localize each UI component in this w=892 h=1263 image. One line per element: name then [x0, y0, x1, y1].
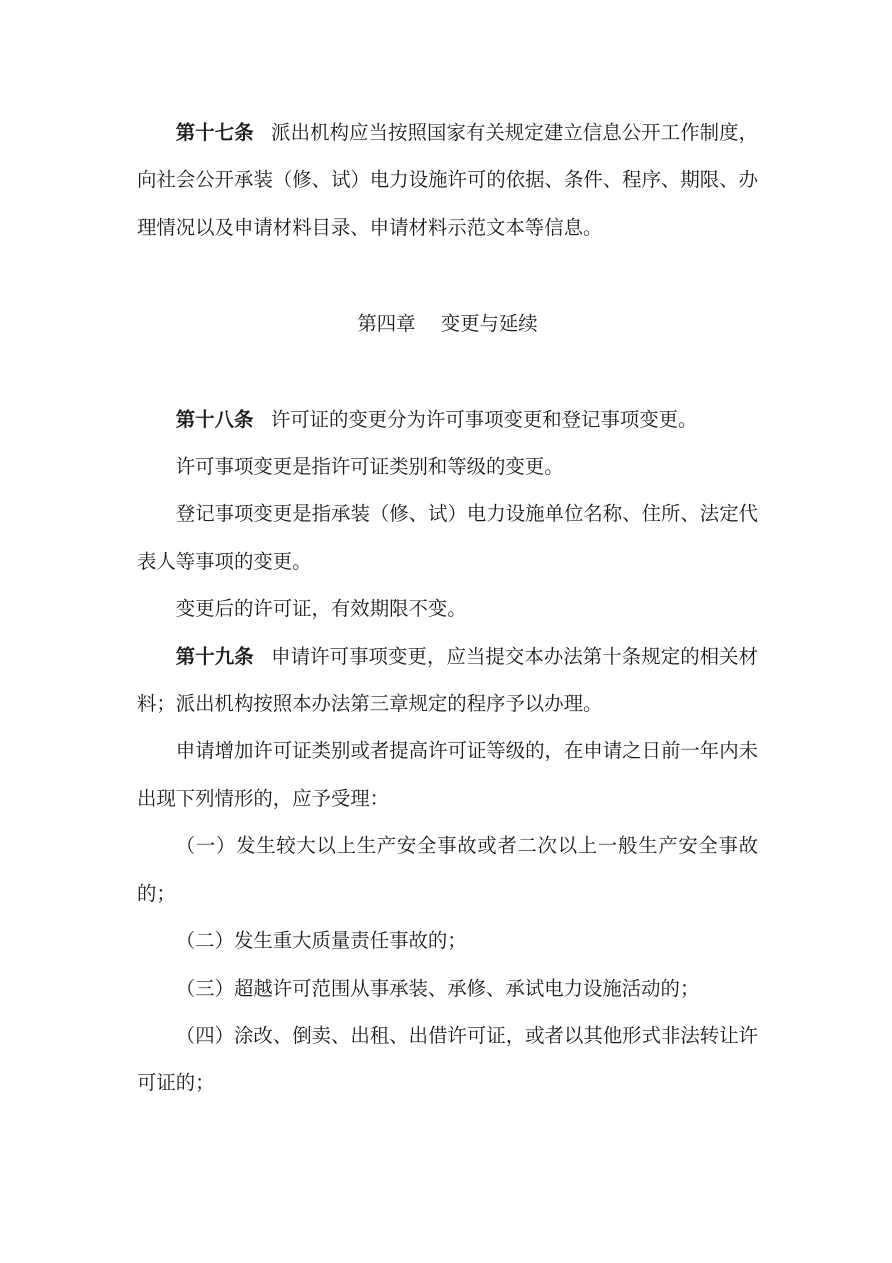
article-17: [137, 109, 758, 251]
chapter-title: 变更与延续: [440, 312, 538, 336]
chapter-number: 第四章: [357, 312, 416, 336]
document-body: [137, 109, 758, 1107]
spacer: [137, 251, 758, 300]
article-18: [137, 396, 758, 443]
article-19-paragraph-2: 申请增加许可证类别或者提高许可证等级的，在申请之日前一年内未出现下列情形的，应予受理：: [137, 739, 758, 810]
article-17-text: 派出机构应当按照国家有关规定建立信息公开工作制度，向社会公开承装（修、试）电力设施许可的依据、条件、程序、期限、办理情况以及申请材料目录、申请材料示范文本等信息。: [137, 121, 759, 239]
article-17-label: 第十七条: [175, 121, 254, 144]
article-18-paragraph-4: 变更后的许可证，有效期限不变。: [175, 597, 467, 621]
article-18-paragraph-3: 登记事项变更是指承装（修、试）电力设施单位名称、住所、法定代表人等事项的变更。: [137, 502, 758, 573]
article-18-paragraph-2: 许可事项变更是指许可证类别和等级的变更。: [175, 455, 564, 479]
list-item: （一）发生较大以上生产安全事故或者二次以上一般生产安全事故的；: [137, 834, 758, 905]
article-19-label: 第十九条: [175, 644, 254, 668]
article-18-label: 第十八条: [175, 407, 254, 431]
list-item: （三）超越许可范围从事承装、承修、承试电力设施活动的；: [175, 976, 700, 1000]
chapter-heading: [137, 300, 758, 347]
list-item: （四）涂改、倒卖、出租、出借许可证，或者以其他形式非法转让许可证的；: [137, 1023, 758, 1095]
article-18-text: 许可证的变更分为许可事项变更和登记事项变更。: [270, 407, 698, 431]
article-19-text: 申请许可事项变更，应当提交本办法第十条规定的相关材料；派出机构按照本办法第三章规定的程序予以办理。: [137, 644, 759, 716]
article-19: [137, 633, 758, 728]
list-item: （二）发生重大质量责任事故的；: [175, 929, 467, 953]
spacer: [137, 348, 758, 396]
